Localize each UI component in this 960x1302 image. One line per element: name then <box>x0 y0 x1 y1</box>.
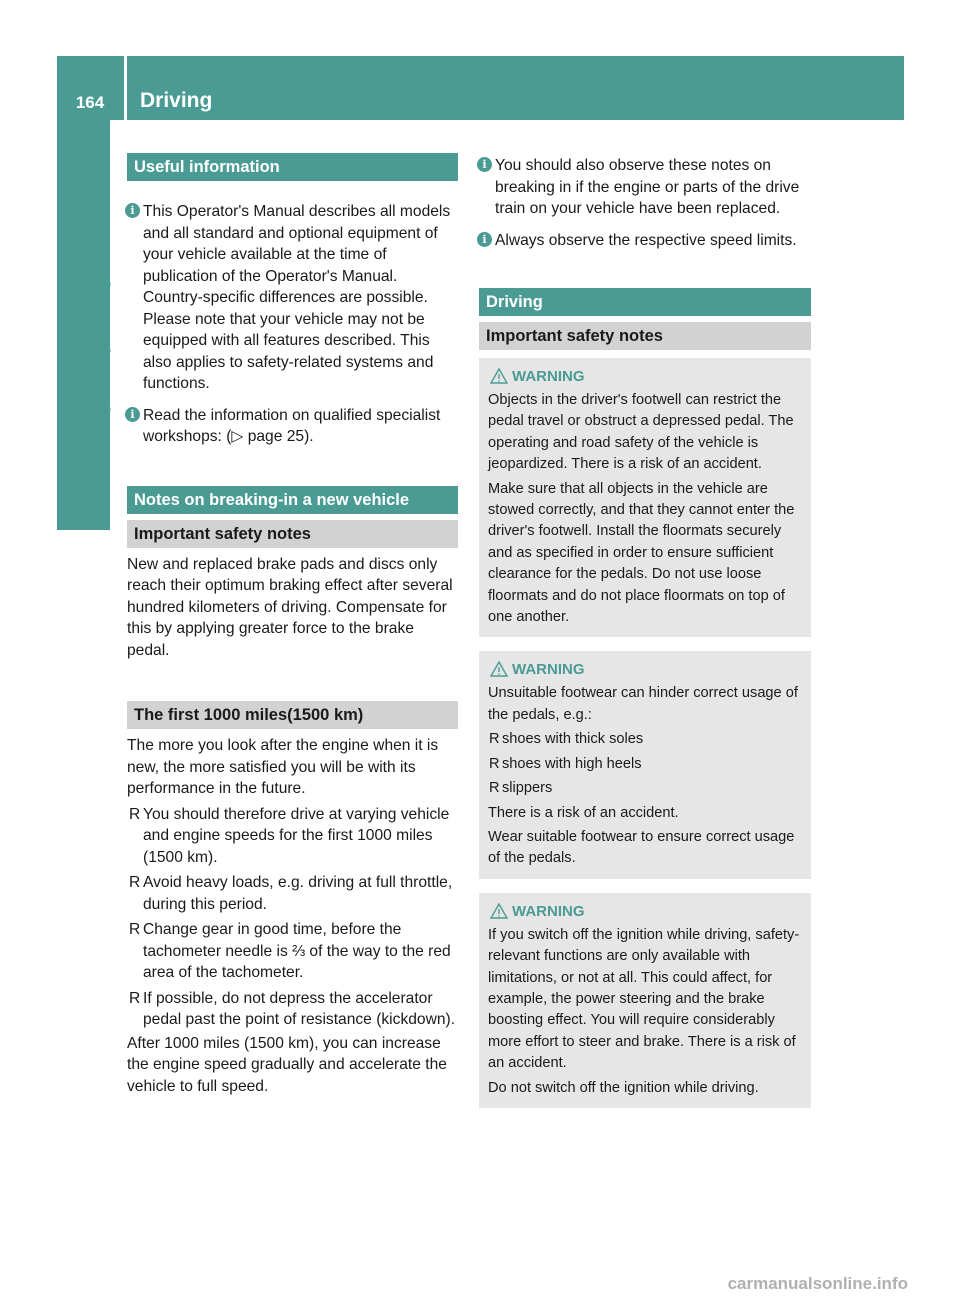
warning-box <box>479 893 811 1108</box>
watermark: carmanualsonline.info <box>727 1274 908 1293</box>
first-miles-heading: The first 1000 miles(1500 km) <box>127 701 458 729</box>
info-note <box>479 155 811 220</box>
warning-heading <box>488 659 802 681</box>
info-note <box>479 230 811 252</box>
left-column <box>127 153 458 1097</box>
list-item <box>127 919 458 984</box>
warning-triangle-icon <box>490 368 508 384</box>
list-item <box>488 729 802 750</box>
info-note <box>127 405 458 448</box>
useful-info-heading: Useful information <box>127 153 458 181</box>
list-item <box>488 754 802 775</box>
warning-triangle-icon <box>490 661 508 677</box>
warning-text: Make sure that all objects in the vehicle are stowed correctly, and that they cannot enter the driver's footwell. Install the floormats securely and as specified in order to ensure sufficient clearance for the pedals. Do not use loose floormats and do not place floormats on top of one another. <box>488 480 795 626</box>
list-item-text: shoes with thick soles <box>502 731 644 748</box>
bullet-icon: R <box>489 780 500 797</box>
warning-label: WARNING <box>512 368 585 385</box>
warning-box <box>479 651 811 878</box>
info-note <box>127 201 458 395</box>
list-item <box>127 804 458 869</box>
driving-safety-heading: Important safety notes <box>479 322 811 350</box>
warning-heading <box>488 366 802 388</box>
info-text: You should also observe these notes on breaking in if the engine or parts of the drive train on your vehicle have been replaced. <box>495 157 800 217</box>
warning-triangle-icon <box>490 903 508 919</box>
first-miles-outro: After 1000 miles (1500 km), you can increase the engine speed gradually and accelerate the vehicle to full speed. <box>127 1034 447 1095</box>
info-icon: i <box>477 157 492 172</box>
info-text: Read the information on qualified specialist workshops: (▷ page 25). <box>143 406 441 445</box>
list-item-text: shoes with high heels <box>502 755 642 772</box>
list-item <box>488 778 802 799</box>
page-number: 164 <box>75 93 105 112</box>
bullet-icon: R <box>129 989 141 1007</box>
first-miles-intro: The more you look after the engine when it is new, the more satisfied you will be with its performance in the future. <box>127 737 439 797</box>
list-item <box>127 988 458 1031</box>
breakin-heading: Notes on breaking-in a new vehicle <box>127 486 458 514</box>
list-item-text: You should therefore drive at varying vehicle and engine speeds for the first 1000 miles (1500 km). <box>143 805 450 866</box>
info-icon: i <box>125 407 140 422</box>
bullet-icon: R <box>129 921 141 938</box>
safety-notes-heading: Important safety notes <box>127 520 458 548</box>
header-separator <box>124 56 127 120</box>
list-item-text: Change gear in good time, before the tachometer needle is ⅔ of the way to the red area of the tachometer. <box>143 921 451 981</box>
warning-text: There is a risk of an accident. <box>488 804 679 821</box>
list-item-text: Avoid heavy loads, e.g. driving at full throttle, during this period. <box>143 874 453 913</box>
bullet-icon: R <box>129 805 141 823</box>
side-tab-label: Driving and parking <box>88 277 111 475</box>
info-text: Always observe the respective speed limits. <box>495 231 797 249</box>
bullet-icon: R <box>489 731 500 748</box>
safety-text: New and replaced brake pads and discs only reach their optimum braking effect after several hundred kilometers of driving. Compensate for this by applying greater force to the brake pedal. <box>127 555 453 659</box>
warning-text: Objects in the driver's footwell can restrict the pedal travel or obstruct a depressed pedal. The operating and road safety of the vehicle is jeopardized. There is a risk of an accident. <box>488 392 794 473</box>
list-item-text: slippers <box>502 780 553 797</box>
info-icon: i <box>477 232 492 247</box>
warning-box <box>479 358 811 637</box>
page-title: Driving <box>140 89 213 112</box>
driving-heading: Driving <box>479 288 811 316</box>
bullet-icon: R <box>129 874 141 891</box>
info-icon: i <box>125 203 140 218</box>
warning-text: If you switch off the ignition while driving, safety-relevant functions are only available with limitations, or not at all. This could affect, for example, the power steering and the brake boosting effect. You will require considerably more effort to steer and brake. There is a risk of an accident. <box>488 926 800 1072</box>
right-column <box>479 153 811 1108</box>
list-item-text: If possible, do not depress the accelerator pedal past the point of resistance (kickdown). <box>143 989 456 1028</box>
warning-text: Do not switch off the ignition while driving. <box>488 1079 759 1096</box>
info-text: This Operator's Manual describes all models and all standard and optional equipment of your vehicle available at the time of publication of the Operator's Manual. Country-specific differences are possible. Please note that your vehicle may not be equipped with all features described. This also applies to safety-related systems and functions. <box>143 203 451 392</box>
bullet-icon: R <box>489 755 500 772</box>
warning-text: Unsuitable footwear can hinder correct usage of the pedals, e.g.: <box>488 685 798 723</box>
warning-text: Wear suitable footwear to ensure correct usage of the pedals. <box>488 828 795 867</box>
warning-heading <box>488 901 802 923</box>
warning-label: WARNING <box>512 902 585 920</box>
list-item <box>127 872 458 915</box>
warning-label: WARNING <box>512 661 585 679</box>
